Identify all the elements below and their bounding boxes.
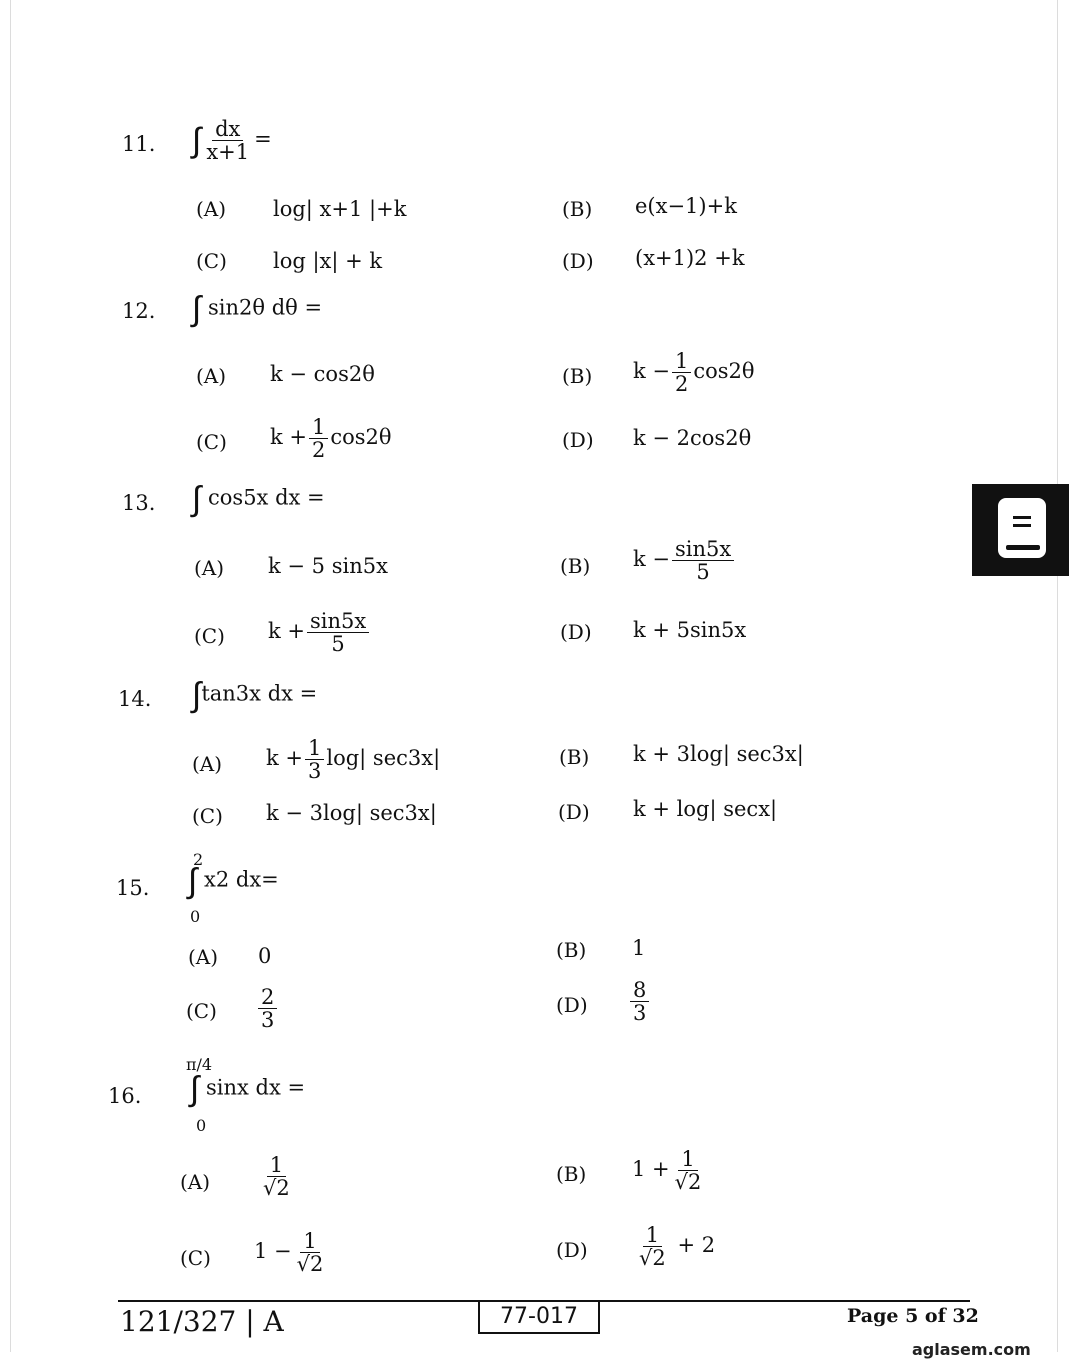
question-number-13: 13. (122, 491, 156, 515)
option-text: k + 3log| sec3x| (633, 742, 804, 766)
option-text: k − 3log| sec3x| (266, 801, 437, 825)
option-text: k − $\frac{1}{2}$ cos2θ (633, 349, 755, 397)
option-text: 1 (632, 936, 646, 960)
option-label: (B) (560, 554, 591, 578)
option-label: (B) (556, 1162, 587, 1186)
footer-page-number: Page 5 of 32 (847, 1305, 979, 1327)
option-text: k − 5 sin5x (268, 554, 388, 578)
question-number-14: 14. (118, 687, 152, 711)
option-label: (C) (196, 249, 227, 273)
option-label: (C) (192, 804, 223, 828)
question-stem-15: ∫ x2 dx= (188, 861, 279, 901)
option-label: (C) (194, 624, 225, 648)
integral-upper-limit: π/4 (186, 1055, 213, 1074)
option-text: 1 − $\frac{1}{√2}$ (254, 1229, 324, 1277)
option-text: k − cos2θ (270, 362, 375, 386)
integral-sign-icon: ∫ (188, 861, 198, 901)
option-label: (A) (196, 197, 227, 221)
option-label: (A) (194, 556, 225, 580)
option-label: (D) (562, 428, 594, 452)
option-label: (B) (556, 938, 587, 962)
option-label: (A) (196, 364, 227, 388)
option-text: k + $\frac{1}{2}$ cos2θ (270, 415, 392, 463)
option-text: $\frac{1}{√2}$ (263, 1153, 290, 1201)
option-label: (B) (559, 745, 590, 769)
option-text: 0 (258, 944, 272, 968)
option-label: (C) (186, 999, 217, 1023)
option-text: log| x+1 |+k (273, 197, 407, 221)
question-stem-11: ∫ $\frac{dx}{x+1}$ = (192, 117, 272, 165)
option-label: (B) (562, 364, 593, 388)
question-stem-16: ∫ sinx dx = (190, 1069, 306, 1109)
integral-sign-icon: ∫ (192, 289, 202, 329)
option-text: k + 5sin5x (633, 618, 747, 642)
footer-booklet-code: 77-017 (478, 1300, 600, 1334)
option-label: (A) (188, 945, 219, 969)
option-text: $\frac{8}{3}$ (628, 979, 651, 1024)
option-text: k − 2cos2θ (633, 426, 752, 450)
option-label: (D) (556, 993, 588, 1017)
option-text: e(x−1)+k (635, 194, 737, 218)
option-label: (D) (562, 249, 594, 273)
option-text: $\frac{1}{√2}$ + 2 (639, 1223, 716, 1271)
question-number-11: 11. (122, 132, 156, 156)
option-text: (x+1)2 +k (635, 246, 745, 270)
option-text: k + $\frac{1}{3}$ log| sec3x| (266, 736, 441, 784)
option-label: (C) (196, 430, 227, 454)
option-label: (C) (180, 1246, 211, 1270)
integral-sign-icon: ∫ (192, 120, 202, 161)
document-menu-icon (998, 498, 1046, 558)
option-label: (B) (562, 197, 593, 221)
integral-sign-icon: ∫ (192, 479, 202, 519)
footer-paper-code: 121/327 | A (120, 1305, 284, 1338)
option-text: log |x| + k (273, 249, 383, 273)
option-label: (D) (556, 1238, 588, 1262)
option-text: $\frac{2}{3}$ (256, 986, 279, 1031)
integral-upper-limit: 2 (193, 850, 204, 869)
integral-lower-limit: 0 (196, 1116, 207, 1135)
option-text: k − $\frac{\sin 5x}{5}$ (633, 538, 736, 583)
option-label: (D) (558, 800, 590, 824)
side-document-button[interactable] (972, 484, 1069, 576)
option-text: k + log| secx| (633, 797, 778, 821)
footer-watermark-site: aglasem.com (912, 1340, 1031, 1359)
question-stem-12: ∫ sin2θ dθ = (192, 289, 323, 329)
option-label: (D) (560, 620, 592, 644)
question-number-12: 12. (122, 299, 156, 323)
question-stem-13: ∫ cos5x dx = (192, 479, 325, 519)
page-border (10, 0, 1058, 1352)
option-label: (A) (192, 752, 223, 776)
question-number-15: 15. (116, 876, 150, 900)
question-number-16: 16. (108, 1084, 142, 1108)
option-label: (A) (180, 1170, 211, 1194)
option-text: k + $\frac{\sin 5x}{5}$ (268, 610, 371, 655)
integral-sign-icon: ∫ (190, 1069, 200, 1109)
question-stem-14: ∫tan3x dx = (192, 675, 318, 715)
integral-lower-limit: 0 (190, 907, 201, 926)
option-text: 1 + $\frac{1}{√2}$ (632, 1147, 702, 1195)
integral-sign-icon: ∫ (192, 675, 202, 715)
